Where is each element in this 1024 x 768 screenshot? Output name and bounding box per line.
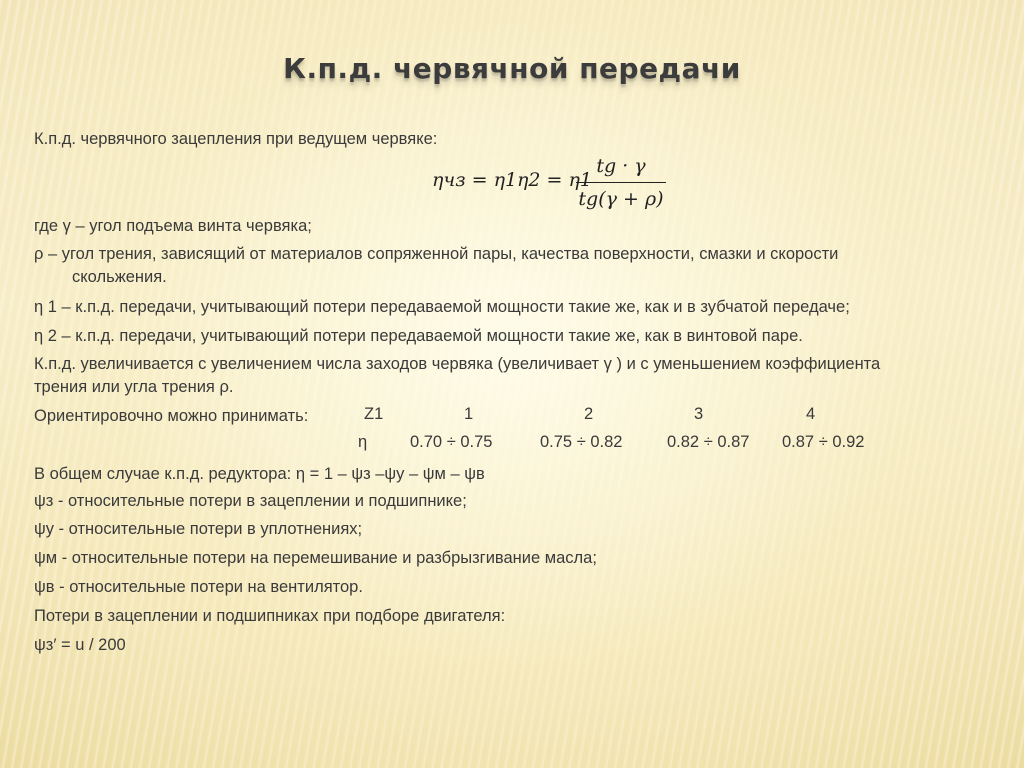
increase-line1: К.п.д. увеличивается с увеличением числа заходов червяка (увеличивает γ ) и с уменьшением коэффициента — [34, 355, 881, 373]
z-value: 4 — [806, 405, 816, 423]
psi-formula: ψз′ = u / 200 — [34, 636, 126, 654]
eta1-definition: η 1 – к.п.д. передачи, учитывающий потери передаваемой мощности такие же, как и в зубчатой передаче; — [34, 298, 850, 316]
formula-lhs: ηчз = η1η2 = η1 — [432, 169, 592, 191]
formula-fraction — [576, 152, 666, 213]
page-title: К.п.д. червячной передачи — [283, 52, 741, 85]
z-value: 2 — [584, 405, 594, 423]
psi-z-definition: ψз - относительные потери в зацеплении и подшипнике; — [34, 492, 467, 510]
z-value: 3 — [694, 405, 704, 423]
eta2-definition: η 2 – к.п.д. передачи, учитывающий потери передаваемой мощности такие же, как в винтовой паре. — [34, 327, 803, 345]
approx-label: Ориентировочно можно принимать: — [34, 407, 309, 425]
increase-line2: трения или угла трения ρ. — [34, 378, 234, 396]
z-value: 1 — [464, 405, 474, 423]
reducer-efficiency: В общем случае к.п.д. редуктора: η = 1 – ψз –ψу – ψм – ψв — [34, 465, 485, 483]
rho-definition-line2: скольжения. — [72, 268, 167, 286]
eta-value: 0.70 ÷ 0.75 — [410, 433, 493, 451]
intro-text: К.п.д. червячного зацепления при ведущем червяке: — [34, 130, 438, 148]
formula-numerator: tg · γ — [596, 155, 646, 177]
losses-heading: Потери в зацеплении и подшипниках при подборе двигателя: — [34, 607, 506, 625]
efficiency-formula — [432, 152, 682, 216]
eta-value: 0.75 ÷ 0.82 — [540, 433, 623, 451]
psi-u-definition: ψу - относительные потери в уплотнениях; — [34, 520, 363, 538]
psi-v-definition: ψв - относительные потери на вентилятор. — [34, 578, 363, 596]
psi-m-definition: ψм - относительные потери на перемешивание и разбрызгивание масла; — [34, 549, 597, 567]
z-label: Z1 — [364, 405, 384, 423]
fraction-bar — [576, 182, 666, 183]
eta-label: η — [358, 433, 368, 451]
formula-denominator: tg(γ + ρ) — [578, 188, 664, 210]
eta-value: 0.87 ÷ 0.92 — [782, 433, 865, 451]
gamma-definition: где γ – угол подъема винта червяка; — [34, 217, 312, 235]
rho-definition-line1: ρ – угол трения, зависящий от материалов сопряженной пары, качества поверхности, смазки и скорости — [34, 245, 839, 263]
eta-value: 0.82 ÷ 0.87 — [667, 433, 750, 451]
